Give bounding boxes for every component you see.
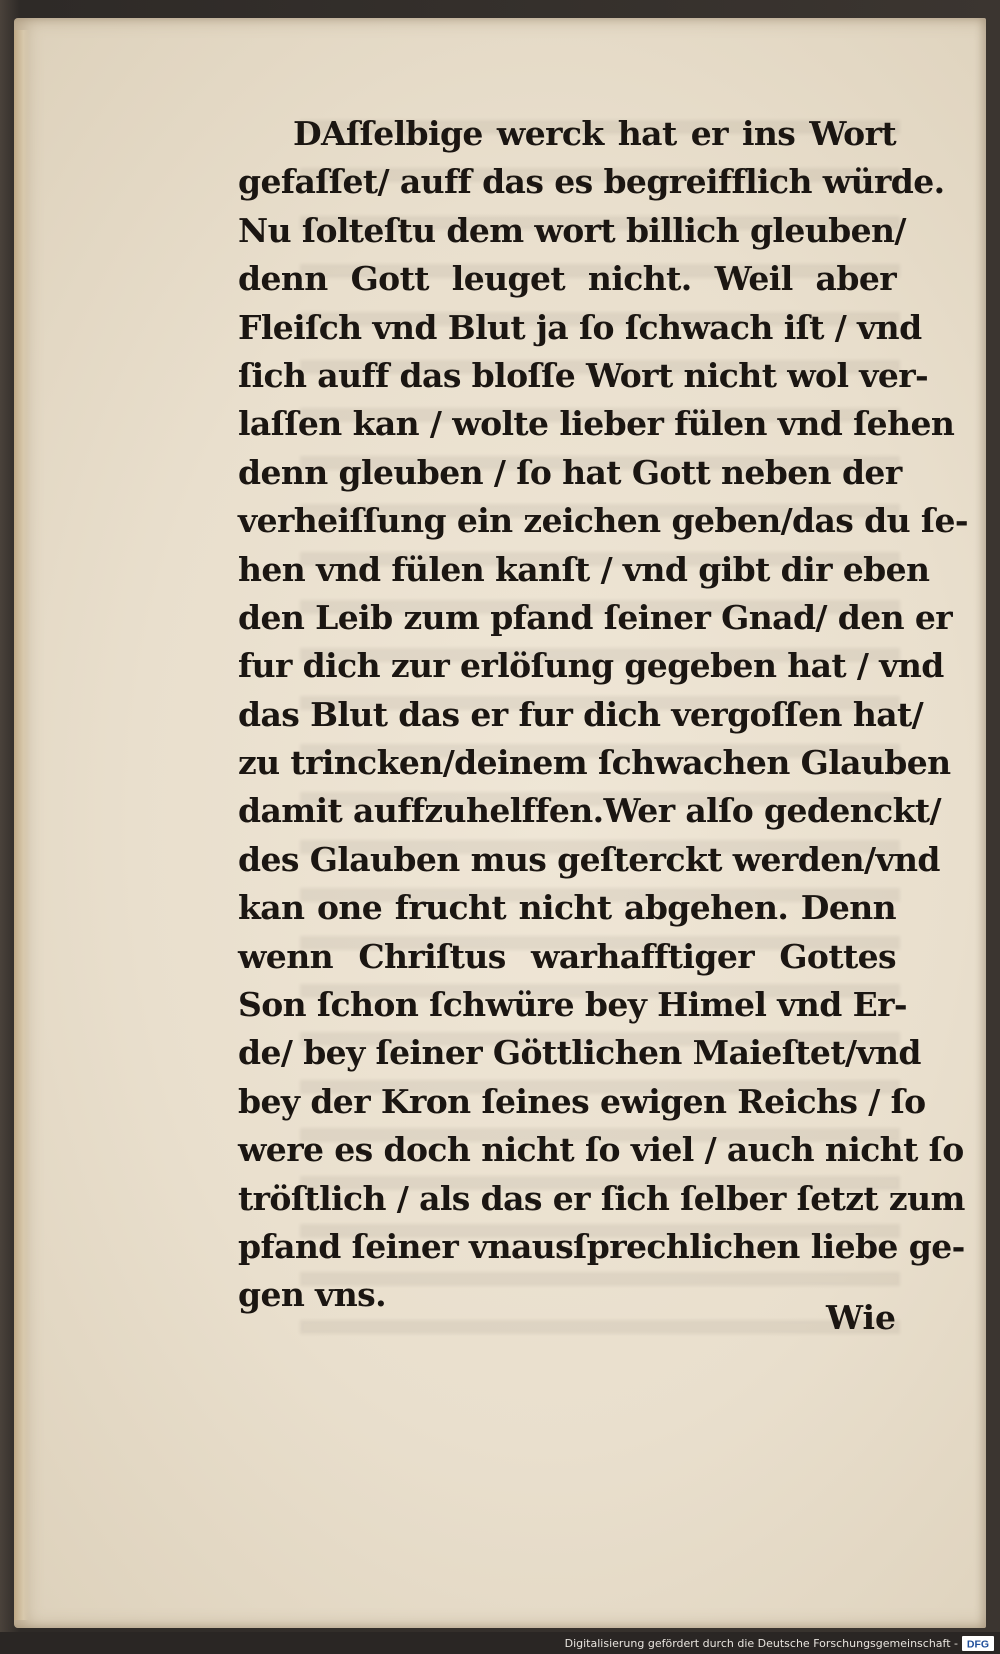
text-line: zu trincken/deinem ſchwachen Glauben [238, 743, 951, 783]
text-line: were es doch nicht ſo viel / auch nicht ſo [238, 1130, 964, 1170]
page-text [238, 110, 969, 1320]
text-line: des Glauben mus geſterckt werden/vnd [238, 839, 940, 879]
text-line: bey der Kron ſeines ewigen Reichs / ſo [238, 1081, 926, 1121]
text-line: de/ bey ſeiner Göttlichen Maieſtet/vnd [238, 1033, 921, 1073]
text-line: den Leib zum pfand ſeiner Gnad/ den er [238, 597, 953, 637]
catchword: Wie [825, 1298, 896, 1337]
text-line: denn gleuben / ſo hat Gott neben der [238, 452, 902, 492]
text-line: gen vns. [238, 1275, 386, 1315]
text-line: laſſen kan / wolte lieber fülen vnd ſehen [238, 404, 955, 444]
text-line: hen vnd fülen kanſt / vnd gibt dir eben [238, 549, 930, 589]
text-line: tröſtlich / als das er ſich ſelber ſetzt zum [238, 1178, 965, 1218]
text-line: das Blut das er fur dich vergoſſen hat/ [238, 694, 924, 734]
text-line: gefaſſet/ auff das es begreifflich würde. [238, 162, 945, 202]
text-line: ſich auff das bloſſe Wort nicht wol ver- [238, 355, 929, 395]
text-line: damit auffzuhelffen.Wer alſo gedenckt/ [238, 791, 941, 831]
text-line: verheiſſung ein zeichen geben/das du ſe- [238, 501, 969, 541]
text-line: Fleiſch vnd Blut ja ſo ſchwach iſt / vnd [238, 307, 922, 347]
page-gutter-shadow [14, 30, 30, 1620]
dfg-logo-text: DFG [966, 1638, 990, 1651]
text-line: wenn Chriſtus warhafftiger Gottes [238, 936, 896, 976]
text-line: DAſſelbige werck hat er ins Wort [293, 114, 896, 153]
text-line: pfand ſeiner vnausſprechlichen liebe ge- [238, 1226, 965, 1266]
text-line: fur dich zur erlöſung gegeben hat / vnd [238, 646, 944, 686]
dfg-logo-icon [962, 1636, 994, 1651]
text-line: denn Gott leuget nicht. Weil aber [238, 259, 896, 299]
text-line: Son ſchon ſchwüre bey Himel vnd Er- [238, 985, 908, 1025]
text-line: Nu ſolteſtu dem wort billich gleuben/ [238, 210, 906, 250]
funding-credit: Digitalisierung gefördert durch die Deutsche Forschungsgemeinschaft - [564, 1637, 958, 1650]
footer-bar [0, 1632, 1000, 1654]
text-line: kan one frucht nicht abgehen. Denn [238, 888, 896, 928]
